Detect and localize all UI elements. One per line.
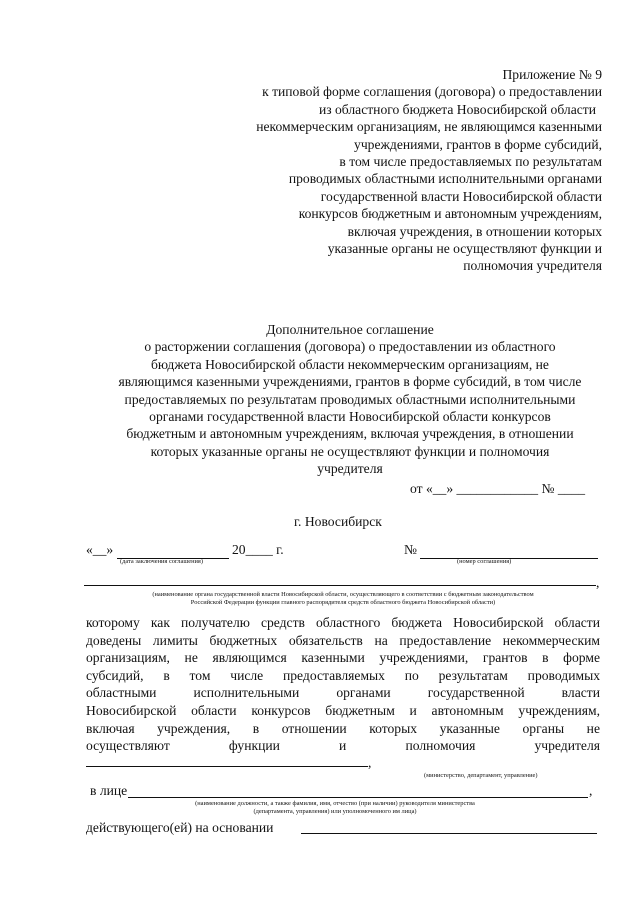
title-line: бюджетным и автономным учреждениям, включая учреждения, в отношении [126,426,574,442]
paragraph-line: областными исполнительными органами государственной власти [86,685,600,701]
annex-header [256,66,602,275]
date-month-field[interactable] [117,542,229,559]
date-row [86,542,284,559]
title-line: бюджета Новосибирской области некоммерческим организациям, не [151,356,549,372]
title-line: которых указанные органы не осуществляют функции и полномочия [150,443,550,459]
title-date-line: от «__» ____________ № ____ [410,481,586,496]
representative-field[interactable] [128,797,588,798]
recipient-paragraph [86,614,600,755]
representative-comma: , [589,783,593,798]
paragraph-line: которому как получателю средств областного бюджета Новосибирской области [86,615,600,630]
organization-caption-line: Российской Федерации функции главного распорядителя средств областного бюджета Новосибирской области) [190,599,496,606]
represented-label: в лице [90,783,128,798]
title-line: о расторжении соглашения (договора) о предоставлении из областного [144,339,556,355]
annex-line: некоммерческим организациям, не являющимся казенными [256,119,602,135]
annex-line: из областного бюджета Новосибирской области [318,101,596,117]
ministry-field[interactable] [86,766,368,767]
city: г. Новосибирск [294,514,382,529]
representative-caption [120,800,550,816]
date-caption: (дата заключения соглашения) [120,558,203,565]
paragraph-line: Новосибирской области конкурсов бюджетным и автономным учреждениям, [86,702,600,718]
title-line: предоставляемых по результатам проводимых областными исполнительными [124,391,576,407]
number-label: № [404,542,417,557]
organization-caption-line: (наименование органа государственной власти Новосибирской области, осуществляющего в соответствии с бюджетным законодательством [152,591,534,598]
ministry-caption: (министерство, департамент, управление) [424,772,538,779]
acting-basis-field[interactable] [301,833,597,834]
annex-line: государственной власти Новосибирской области [320,188,602,204]
number-caption: (номер соглашения) [457,558,512,565]
annex-line: указанные органы не осуществляют функции и [327,241,602,257]
annex-line: проводимых областными исполнительными органами [288,171,602,187]
organization-field[interactable] [84,585,596,586]
annex-line: включая учреждения, в отношении которых [347,223,602,239]
title-line: учредителя [317,461,383,477]
paragraph-line: осуществляют функции и полномочия учредителя [86,738,600,754]
year-prefix: 20 [232,542,246,557]
organization-comma: , [596,575,600,590]
paragraph-line: организациям, не являющимся казенными учреждениями, грантов в форме [86,650,600,666]
organization-caption [84,591,602,607]
title-line: являющимся казенными учреждениями, грантов в форме субсидий, в том числе [118,374,582,390]
paragraph-line: субсидий, в том числе предоставляемых по результатам проводимых [86,667,600,683]
annex-line: к типовой форме соглашения (договора) о предоставлении [262,84,602,100]
annex-line: полномочия учредителя [463,258,602,274]
title-line: органами государственной власти Новосибирской области конкурсов [149,409,551,425]
agreement-number-field[interactable] [420,542,598,559]
date-day: «__» [86,542,114,557]
title-heading: Дополнительное соглашение [266,322,434,337]
annex-line: учреждениями, грантов в форме субсидий, [354,136,602,152]
representative-caption-line: (департамента, управления) или уполномоченного им лица) [253,808,417,815]
ministry-comma: , [368,755,372,770]
paragraph-line: включая учреждения, в отношении которых указанные органы не [86,720,600,736]
annex-line: конкурсов бюджетным и автономным учреждениям, [298,206,602,222]
annex-number: Приложение № 9 [502,67,602,82]
year-suffix: ____ г. [245,542,284,557]
number-row [404,542,598,559]
acting-basis-label: действующего(ей) на основании [86,820,274,835]
annex-line: в том числе предоставляемых по результатам [339,154,602,170]
representative-caption-line: (наименование должности, а также фамилия, имя, отчество (при наличии) руководителя министерства [195,800,475,807]
agreement-title [70,321,630,478]
paragraph-line: доведены лимиты бюджетных обязательств на предоставление некоммерческим [86,632,600,648]
